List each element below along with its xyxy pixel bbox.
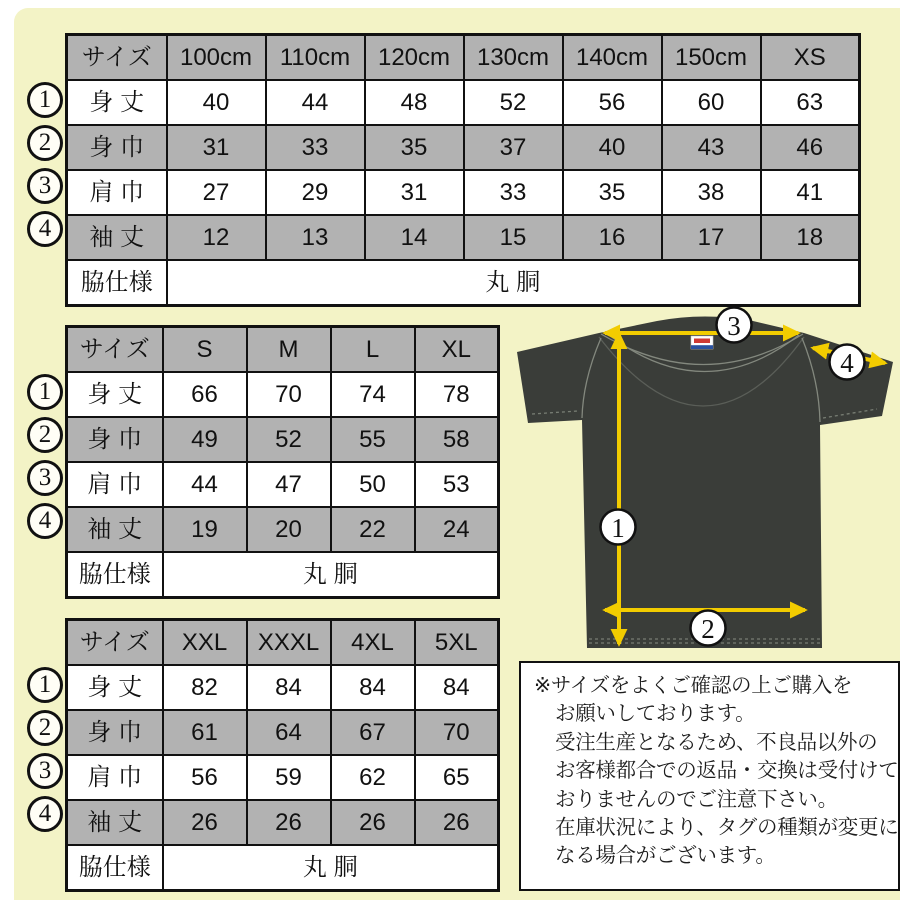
row-marker-2: 2 xyxy=(27,417,63,453)
measure-value: 64 xyxy=(247,710,331,755)
measure-value: 70 xyxy=(247,372,331,417)
measure-row xyxy=(67,665,499,710)
note-line: 在庫状況により、タグの種類が変更に xyxy=(555,816,899,840)
measure-value: 84 xyxy=(415,665,499,710)
measure-label: 身 丈 xyxy=(67,80,167,125)
measure-row xyxy=(67,372,499,417)
size-column-header: XS xyxy=(761,35,860,81)
row-marker-2: 2 xyxy=(27,710,63,746)
measure-value: 61 xyxy=(163,710,247,755)
measure-value: 26 xyxy=(163,800,247,845)
measure-value: 58 xyxy=(415,417,499,462)
measure-value: 31 xyxy=(167,125,266,170)
measure-label: 袖 丈 xyxy=(67,215,167,260)
note-line: お願いしております。 xyxy=(555,702,756,726)
measure-row xyxy=(67,80,860,125)
note-line: なる場合がございます。 xyxy=(555,844,776,868)
side-spec-value: 丸 胴 xyxy=(163,552,499,598)
measure-value: 53 xyxy=(415,462,499,507)
side-spec-value: 丸 胴 xyxy=(167,260,860,306)
measure-row xyxy=(67,125,860,170)
measure-value: 16 xyxy=(563,215,662,260)
measure-value: 15 xyxy=(464,215,563,260)
tshirt-diagram xyxy=(505,300,900,660)
measure-row xyxy=(67,170,860,215)
size-table-kids xyxy=(65,33,861,307)
measure-value: 43 xyxy=(662,125,761,170)
size-label-header: サイズ xyxy=(67,35,167,81)
footer-row xyxy=(67,552,499,598)
measure-value: 66 xyxy=(163,372,247,417)
size-column-header: XL xyxy=(415,327,499,373)
measure-value: 26 xyxy=(331,800,415,845)
measure-value: 37 xyxy=(464,125,563,170)
measure-label: 身 巾 xyxy=(67,125,167,170)
note-line: お客様都合での返品・交換は受付けて xyxy=(555,759,899,783)
measure-value: 84 xyxy=(331,665,415,710)
measure-value: 41 xyxy=(761,170,860,215)
measure-value: 52 xyxy=(247,417,331,462)
measure-value: 18 xyxy=(761,215,860,260)
measure-row xyxy=(67,755,499,800)
row-marker-4: 4 xyxy=(27,503,63,539)
size-column-header: 140cm xyxy=(563,35,662,81)
measure-value: 67 xyxy=(331,710,415,755)
measure-value: 24 xyxy=(415,507,499,552)
footer-row xyxy=(67,845,499,891)
brand-tag xyxy=(691,336,713,349)
row-marker-1: 1 xyxy=(27,667,63,703)
measure-label: 肩 巾 xyxy=(67,755,163,800)
size-table-big xyxy=(65,618,500,892)
header-row xyxy=(67,620,499,666)
side-spec-value: 丸 胴 xyxy=(163,845,499,891)
size-column-header: 4XL xyxy=(331,620,415,666)
size-label-header: サイズ xyxy=(67,327,163,373)
diagram-marker-number-3: 3 xyxy=(727,311,741,341)
size-column-header: XXL xyxy=(163,620,247,666)
header-row xyxy=(67,327,499,373)
row-marker-3: 3 xyxy=(27,460,63,496)
row-marker-4: 4 xyxy=(27,211,63,247)
measure-value: 33 xyxy=(266,125,365,170)
measure-row xyxy=(67,462,499,507)
size-column-header: 130cm xyxy=(464,35,563,81)
measure-row xyxy=(67,215,860,260)
row-marker-3: 3 xyxy=(27,753,63,789)
measure-value: 50 xyxy=(331,462,415,507)
header-row xyxy=(67,35,860,81)
measure-value: 59 xyxy=(247,755,331,800)
side-spec-label: 脇仕様 xyxy=(67,260,167,306)
measure-value: 29 xyxy=(266,170,365,215)
measure-value: 40 xyxy=(563,125,662,170)
measure-value: 26 xyxy=(247,800,331,845)
measure-row xyxy=(67,800,499,845)
measure-value: 84 xyxy=(247,665,331,710)
size-column-header: 100cm xyxy=(167,35,266,81)
side-spec-label: 脇仕様 xyxy=(67,845,163,891)
measure-value: 33 xyxy=(464,170,563,215)
size-column-header: L xyxy=(331,327,415,373)
side-spec-label: 脇仕様 xyxy=(67,552,163,598)
size-label-header: サイズ xyxy=(67,620,163,666)
measure-value: 38 xyxy=(662,170,761,215)
measure-value: 14 xyxy=(365,215,464,260)
measure-value: 44 xyxy=(163,462,247,507)
measure-value: 48 xyxy=(365,80,464,125)
measure-value: 82 xyxy=(163,665,247,710)
row-marker-4: 4 xyxy=(27,796,63,832)
diagram-marker-number-1: 1 xyxy=(611,513,625,543)
measure-value: 46 xyxy=(761,125,860,170)
size-column-header: XXXL xyxy=(247,620,331,666)
size-column-header: 110cm xyxy=(266,35,365,81)
measure-value: 35 xyxy=(563,170,662,215)
diagram-marker-number-2: 2 xyxy=(701,614,715,644)
row-marker-1: 1 xyxy=(27,82,63,118)
measure-label: 身 巾 xyxy=(67,417,163,462)
measure-value: 12 xyxy=(167,215,266,260)
measure-value: 55 xyxy=(331,417,415,462)
measure-value: 20 xyxy=(247,507,331,552)
measure-value: 40 xyxy=(167,80,266,125)
purchase-note xyxy=(519,661,900,891)
measure-label: 袖 丈 xyxy=(67,507,163,552)
measure-label: 肩 巾 xyxy=(67,462,163,507)
diagram-marker-number-4: 4 xyxy=(840,348,854,378)
measure-value: 27 xyxy=(167,170,266,215)
measure-row xyxy=(67,710,499,755)
measure-value: 62 xyxy=(331,755,415,800)
size-column-header: M xyxy=(247,327,331,373)
measure-row xyxy=(67,507,499,552)
measure-value: 52 xyxy=(464,80,563,125)
measure-value: 70 xyxy=(415,710,499,755)
measure-value: 35 xyxy=(365,125,464,170)
note-line: ※サイズをよくご確認の上ご購入を xyxy=(534,674,853,697)
measure-value: 56 xyxy=(563,80,662,125)
size-column-header: S xyxy=(163,327,247,373)
size-column-header: 150cm xyxy=(662,35,761,81)
measure-value: 22 xyxy=(331,507,415,552)
measure-value: 13 xyxy=(266,215,365,260)
row-marker-2: 2 xyxy=(27,125,63,161)
measure-row xyxy=(67,417,499,462)
measure-value: 65 xyxy=(415,755,499,800)
measure-value: 47 xyxy=(247,462,331,507)
measure-value: 56 xyxy=(163,755,247,800)
size-column-header: 5XL xyxy=(415,620,499,666)
footer-row xyxy=(67,260,860,306)
measure-label: 肩 巾 xyxy=(67,170,167,215)
measure-value: 74 xyxy=(331,372,415,417)
measure-value: 17 xyxy=(662,215,761,260)
measure-value: 49 xyxy=(163,417,247,462)
size-column-header: 120cm xyxy=(365,35,464,81)
row-marker-3: 3 xyxy=(27,168,63,204)
measure-label: 身 丈 xyxy=(67,372,163,417)
measure-label: 身 丈 xyxy=(67,665,163,710)
measure-label: 身 巾 xyxy=(67,710,163,755)
measure-value: 63 xyxy=(761,80,860,125)
size-table-adult xyxy=(65,325,500,599)
measure-value: 44 xyxy=(266,80,365,125)
measure-value: 19 xyxy=(163,507,247,552)
measure-value: 26 xyxy=(415,800,499,845)
row-marker-1: 1 xyxy=(27,374,63,410)
measure-label: 袖 丈 xyxy=(67,800,163,845)
measure-value: 60 xyxy=(662,80,761,125)
note-line: 受注生産となるため、不良品以外の xyxy=(555,730,878,754)
note-line: おりませんのでご注意下さい。 xyxy=(555,787,838,811)
measure-value: 31 xyxy=(365,170,464,215)
measure-value: 78 xyxy=(415,372,499,417)
